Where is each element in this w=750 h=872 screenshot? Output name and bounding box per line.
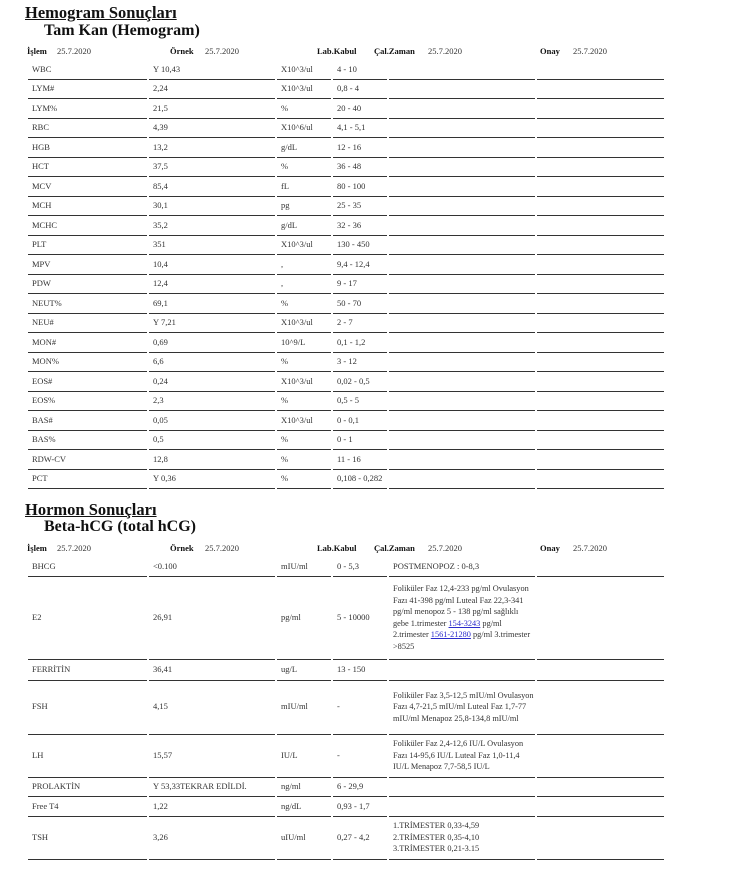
test-name: BAS% xyxy=(28,431,147,451)
test-result: 35,2 xyxy=(149,216,275,236)
empty-cell xyxy=(537,411,664,431)
test-result: Y 7,21 xyxy=(149,314,275,334)
test-unit: 10^9/L xyxy=(277,333,331,353)
test-result: 12,8 xyxy=(149,450,275,470)
reference-note xyxy=(389,411,535,431)
reference-range: 0 - 0,1 xyxy=(333,411,387,431)
test-name: MCH xyxy=(28,197,147,217)
empty-cell xyxy=(537,450,664,470)
empty-cell xyxy=(537,60,664,80)
empty-cell xyxy=(537,681,664,735)
test-result: 2,24 xyxy=(149,80,275,100)
test-unit: fL xyxy=(277,177,331,197)
test-unit: g/dL xyxy=(277,216,331,236)
reference-note: POSTMENOPOZ : 0-8,3 xyxy=(389,557,535,577)
test-name: EOS% xyxy=(28,392,147,412)
test-name: PLT xyxy=(28,236,147,256)
reference-note xyxy=(389,80,535,100)
reference-note xyxy=(389,294,535,314)
test-name: EOS# xyxy=(28,372,147,392)
test-result: 2,3 xyxy=(149,392,275,412)
table-row xyxy=(28,411,664,431)
note-text: pg/ml 3.trimester >8525 xyxy=(393,630,531,651)
trimester-line: 2.TRİMESTER 0,35-4,10 xyxy=(393,832,480,842)
ornek-date: 25.7.2020 xyxy=(205,46,239,56)
reference-note xyxy=(389,333,535,353)
table-row xyxy=(28,735,664,778)
reference-range: 80 - 100 xyxy=(333,177,387,197)
hormon-section-title: Hormon Sonuçları xyxy=(25,500,157,519)
test-unit: IU/L xyxy=(277,735,331,778)
test-unit: mIU/ml xyxy=(277,681,331,735)
reference-range: 0,1 - 1,2 xyxy=(333,333,387,353)
table-row xyxy=(28,275,664,295)
test-name: FERRİTİN xyxy=(28,660,147,681)
reference-note xyxy=(389,177,535,197)
table-row xyxy=(28,60,664,80)
empty-cell xyxy=(537,80,664,100)
test-name: HGB xyxy=(28,138,147,158)
reference-range: 36 - 48 xyxy=(333,158,387,178)
islem-label: İşlem xyxy=(27,543,47,553)
ornek-label: Örnek xyxy=(170,543,194,553)
table-row xyxy=(28,817,664,860)
reference-range: 130 - 450 xyxy=(333,236,387,256)
reference-range: 0,93 - 1,7 xyxy=(333,797,387,817)
empty-cell xyxy=(537,392,664,412)
reference-note xyxy=(389,372,535,392)
test-name: MCV xyxy=(28,177,147,197)
test-name: PCT xyxy=(28,470,147,490)
reference-range: 9 - 17 xyxy=(333,275,387,295)
cal-zaman-date: 25.7.2020 xyxy=(428,46,462,56)
lab-kabul-label: Lab.Kabul xyxy=(317,543,357,553)
test-unit: X10^3/ul xyxy=(277,411,331,431)
test-unit: ng/dL xyxy=(277,797,331,817)
empty-cell xyxy=(537,294,664,314)
reference-range: 0 - 5,3 xyxy=(333,557,387,577)
table-row xyxy=(28,392,664,412)
test-name: HCT xyxy=(28,158,147,178)
empty-cell xyxy=(537,797,664,817)
table-row xyxy=(28,80,664,100)
reference-note xyxy=(389,255,535,275)
hemogram-results-table xyxy=(26,60,666,489)
reference-note xyxy=(389,236,535,256)
reference-note xyxy=(389,431,535,451)
reference-note: Foliküler Faz 2,4-12,6 IU/L Ovulasyon Fazı 14-95,6 IU/L Luteal Faz 1,0-11,4 IU/L Menapoz 7,7-58,5 IU/L xyxy=(389,735,535,778)
table-row xyxy=(28,236,664,256)
empty-cell xyxy=(537,236,664,256)
test-result: 26,91 xyxy=(149,577,275,660)
test-unit: pg xyxy=(277,197,331,217)
test-unit: g/dL xyxy=(277,138,331,158)
test-unit: X10^3/ul xyxy=(277,372,331,392)
test-unit: % xyxy=(277,470,331,490)
test-name: MON# xyxy=(28,333,147,353)
test-name: BHCG xyxy=(28,557,147,577)
empty-cell xyxy=(537,255,664,275)
test-name: MCHC xyxy=(28,216,147,236)
reference-range: 13 - 150 xyxy=(333,660,387,681)
test-result: 4,15 xyxy=(149,681,275,735)
reference-note xyxy=(389,119,535,139)
test-unit: X10^3/ul xyxy=(277,314,331,334)
table-row xyxy=(28,778,664,798)
table-row xyxy=(28,99,664,119)
empty-cell xyxy=(537,778,664,798)
reference-range: 25 - 35 xyxy=(333,197,387,217)
test-result: <0.100 xyxy=(149,557,275,577)
empty-cell xyxy=(537,817,664,860)
reference-range: 6 - 29,9 xyxy=(333,778,387,798)
reference-note xyxy=(389,660,535,681)
ornek-label: Örnek xyxy=(170,46,194,56)
table-row xyxy=(28,681,664,735)
islem-date: 25.7.2020 xyxy=(57,543,91,553)
table-row xyxy=(28,660,664,681)
table-row xyxy=(28,431,664,451)
hormon-meta-row xyxy=(27,543,687,557)
test-unit: % xyxy=(277,294,331,314)
hemogram-test-title: Tam Kan (Hemogram) xyxy=(44,22,200,39)
cal-zaman-label: Çal.Zaman xyxy=(374,46,415,56)
onay-date: 25.7.2020 xyxy=(573,46,607,56)
table-row xyxy=(28,470,664,490)
empty-cell xyxy=(537,197,664,217)
test-unit: X10^3/ul xyxy=(277,60,331,80)
ornek-date: 25.7.2020 xyxy=(205,543,239,553)
islem-label: İşlem xyxy=(27,46,47,56)
onay-date: 25.7.2020 xyxy=(573,543,607,553)
table-row xyxy=(28,197,664,217)
test-unit: mIU/ml xyxy=(277,557,331,577)
test-name: MPV xyxy=(28,255,147,275)
hormon-test-title: Beta-hCG (total hCG) xyxy=(44,518,196,535)
test-result: Y 0,36 xyxy=(149,470,275,490)
test-result: 69,1 xyxy=(149,294,275,314)
test-result: 37,5 xyxy=(149,158,275,178)
test-unit: , xyxy=(277,275,331,295)
test-name: NEUT% xyxy=(28,294,147,314)
reference-note xyxy=(389,197,535,217)
onay-label: Onay xyxy=(540,46,560,56)
reference-range: 0 - 1 xyxy=(333,431,387,451)
test-name: LYM% xyxy=(28,99,147,119)
test-result: 21,5 xyxy=(149,99,275,119)
test-unit: % xyxy=(277,158,331,178)
test-unit: % xyxy=(277,392,331,412)
reference-range: 32 - 36 xyxy=(333,216,387,236)
empty-cell xyxy=(537,216,664,236)
phone-link-1[interactable]: 154-3243 xyxy=(448,618,481,628)
table-row xyxy=(28,577,664,660)
test-name: BAS# xyxy=(28,411,147,431)
reference-note xyxy=(389,450,535,470)
reference-note xyxy=(389,99,535,119)
trimester-line: 3.TRİMESTER 0,21-3.15 xyxy=(393,844,480,854)
test-result: 0,69 xyxy=(149,333,275,353)
table-row xyxy=(28,557,664,577)
test-result: 13,2 xyxy=(149,138,275,158)
test-name: RDW-CV xyxy=(28,450,147,470)
reference-range: 12 - 16 xyxy=(333,138,387,158)
phone-link-2[interactable]: 1561-21280 xyxy=(430,630,471,639)
table-row xyxy=(28,177,664,197)
table-row xyxy=(28,450,664,470)
test-result: 0,05 xyxy=(149,411,275,431)
test-result: 85,4 xyxy=(149,177,275,197)
reference-note xyxy=(389,60,535,80)
reference-range: 0,108 - 0,282 xyxy=(333,470,387,490)
table-row xyxy=(28,333,664,353)
test-unit: X10^3/ul xyxy=(277,80,331,100)
test-result: Y 10,43 xyxy=(149,60,275,80)
test-name: TSH xyxy=(28,817,147,860)
table-row xyxy=(28,119,664,139)
test-unit: % xyxy=(277,450,331,470)
reference-range: - xyxy=(333,681,387,735)
reference-range: 5 - 10000 xyxy=(333,577,387,660)
test-result: 4,39 xyxy=(149,119,275,139)
empty-cell xyxy=(537,119,664,139)
test-result: 351 xyxy=(149,236,275,256)
reference-range: 9,4 - 12,4 xyxy=(333,255,387,275)
reference-range: 4 - 10 xyxy=(333,60,387,80)
empty-cell xyxy=(537,138,664,158)
empty-cell xyxy=(537,353,664,373)
reference-range: 0,8 - 4 xyxy=(333,80,387,100)
reference-range: 0,5 - 5 xyxy=(333,392,387,412)
test-unit: uIU/ml xyxy=(277,817,331,860)
test-result: 36,41 xyxy=(149,660,275,681)
empty-cell xyxy=(537,99,664,119)
table-row xyxy=(28,797,664,817)
test-result: 12,4 xyxy=(149,275,275,295)
test-result: 15,57 xyxy=(149,735,275,778)
reference-range: 0,02 - 0,5 xyxy=(333,372,387,392)
reference-range: 20 - 40 xyxy=(333,99,387,119)
note-text: Foliküler Faz 12,4-233 pg/ml Ovulasyon Fazı 41-398 pg/ml Luteal Faz 22,3-341 pg/ml menopoz 5 - 138 pg/ml sağlıklı gebe 1.trimester xyxy=(393,584,529,628)
table-row xyxy=(28,294,664,314)
test-result: 30,1 xyxy=(149,197,275,217)
test-name: PDW xyxy=(28,275,147,295)
lab-kabul-label: Lab.Kabul xyxy=(317,46,357,56)
empty-cell xyxy=(537,177,664,197)
test-unit: pg/ml xyxy=(277,577,331,660)
reference-note xyxy=(389,778,535,798)
test-unit: ng/ml xyxy=(277,778,331,798)
test-name: LH xyxy=(28,735,147,778)
test-name: Free T4 xyxy=(28,797,147,817)
test-name: PROLAKTİN xyxy=(28,778,147,798)
test-name: E2 xyxy=(28,577,147,660)
test-name: WBC xyxy=(28,60,147,80)
table-row xyxy=(28,158,664,178)
table-row xyxy=(28,255,664,275)
reference-range: 11 - 16 xyxy=(333,450,387,470)
cal-zaman-date: 25.7.2020 xyxy=(428,543,462,553)
reference-note xyxy=(389,353,535,373)
empty-cell xyxy=(537,372,664,392)
test-result: 3,26 xyxy=(149,817,275,860)
table-row xyxy=(28,372,664,392)
reference-note: Foliküler Faz 3,5-12,5 mIU/ml Ovulasyon Fazı 4,7-21,5 mIU/ml Luteal Faz 1,7-77 mIU/ml Menapoz 25,8-134,8 mIU/ml xyxy=(389,681,535,735)
test-name: LYM# xyxy=(28,80,147,100)
test-name: MON% xyxy=(28,353,147,373)
reference-note xyxy=(389,470,535,490)
test-unit: % xyxy=(277,431,331,451)
test-unit: X10^6/ul xyxy=(277,119,331,139)
onay-label: Onay xyxy=(540,543,560,553)
reference-note xyxy=(389,314,535,334)
empty-cell xyxy=(537,735,664,778)
table-row xyxy=(28,138,664,158)
test-result: 1,22 xyxy=(149,797,275,817)
reference-note xyxy=(389,216,535,236)
test-result: 6,6 xyxy=(149,353,275,373)
empty-cell xyxy=(537,660,664,681)
reference-range: 50 - 70 xyxy=(333,294,387,314)
reference-note xyxy=(389,158,535,178)
table-row xyxy=(28,353,664,373)
reference-note xyxy=(389,138,535,158)
reference-note xyxy=(389,392,535,412)
empty-cell xyxy=(537,431,664,451)
test-result: 0,24 xyxy=(149,372,275,392)
reference-range: 3 - 12 xyxy=(333,353,387,373)
test-unit: X10^3/ul xyxy=(277,236,331,256)
test-result: 0,5 xyxy=(149,431,275,451)
reference-range: 2 - 7 xyxy=(333,314,387,334)
reference-note xyxy=(389,817,535,860)
empty-cell xyxy=(537,158,664,178)
test-unit: % xyxy=(277,99,331,119)
reference-range: 0,27 - 4,2 xyxy=(333,817,387,860)
test-name: RBC xyxy=(28,119,147,139)
reference-note xyxy=(389,275,535,295)
reference-range: - xyxy=(333,735,387,778)
reference-range: 4,1 - 5,1 xyxy=(333,119,387,139)
reference-note xyxy=(389,797,535,817)
empty-cell xyxy=(537,557,664,577)
table-row xyxy=(28,314,664,334)
cal-zaman-label: Çal.Zaman xyxy=(374,543,415,553)
test-unit: % xyxy=(277,353,331,373)
trimester-line: 1.TRİMESTER 0,33-4,59 xyxy=(393,821,480,831)
note-text: pg/ml 2.trimester xyxy=(393,618,502,639)
islem-date: 25.7.2020 xyxy=(57,46,91,56)
empty-cell xyxy=(537,275,664,295)
empty-cell xyxy=(537,577,664,660)
empty-cell xyxy=(537,333,664,353)
hemogram-meta-row xyxy=(27,46,687,60)
hemogram-section-title: Hemogram Sonuçları xyxy=(25,3,177,22)
empty-cell xyxy=(537,470,664,490)
test-unit: , xyxy=(277,255,331,275)
hormon-results-table xyxy=(26,557,666,860)
reference-note xyxy=(389,577,535,660)
test-unit: ug/L xyxy=(277,660,331,681)
test-result: 10,4 xyxy=(149,255,275,275)
test-name: FSH xyxy=(28,681,147,735)
table-row xyxy=(28,216,664,236)
test-name: NEU# xyxy=(28,314,147,334)
empty-cell xyxy=(537,314,664,334)
test-result: Y 53,33TEKRAR EDİLDİ. xyxy=(149,778,275,798)
